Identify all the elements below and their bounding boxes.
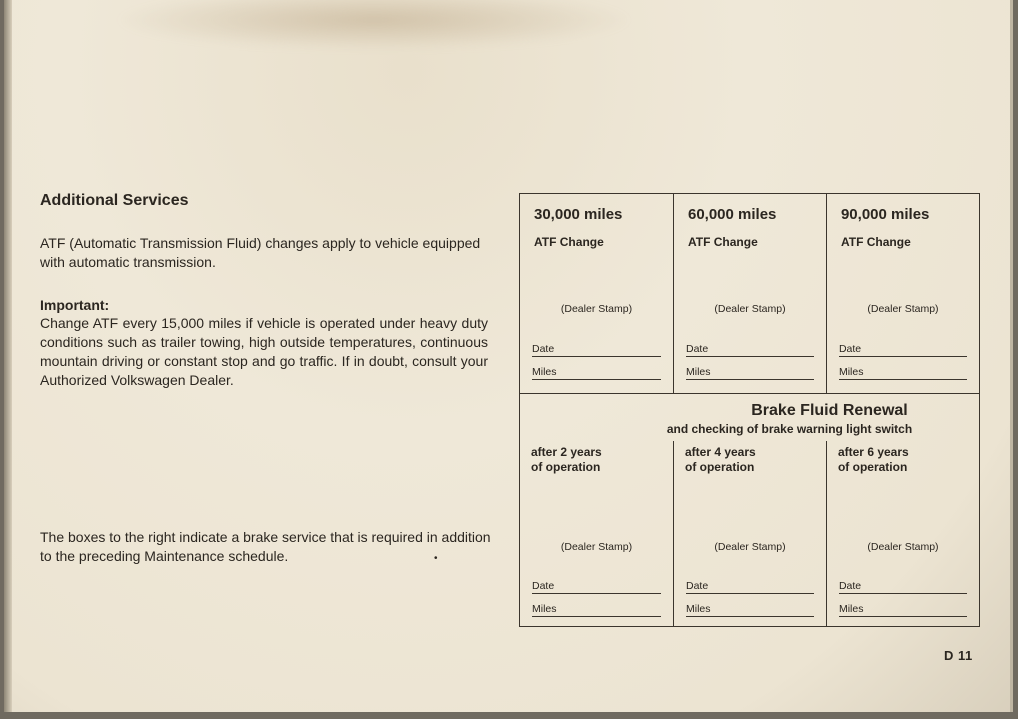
date-field[interactable]: Date — [532, 580, 661, 594]
miles-field[interactable]: Miles — [686, 603, 814, 617]
miles-field[interactable]: Miles — [839, 366, 967, 380]
brake-fluid-title: Brake Fluid Renewal — [751, 402, 908, 419]
atf-box-60000[interactable] — [673, 194, 826, 393]
miles-field[interactable]: Miles — [532, 366, 661, 380]
mileage-heading: 30,000 miles — [534, 206, 623, 223]
date-field[interactable]: Date — [532, 343, 661, 357]
brake-box-4-years[interactable] — [673, 441, 826, 626]
print-speck: • — [434, 553, 438, 564]
dealer-stamp-area: (Dealer Stamp) — [714, 541, 786, 553]
brake-fluid-row — [520, 441, 979, 626]
brake-box-2-years[interactable] — [520, 441, 673, 626]
brake-box-6-years[interactable] — [826, 441, 979, 626]
miles-field[interactable]: Miles — [532, 603, 661, 617]
service-label: ATF Change — [840, 235, 911, 249]
period-label: after 6 years of operation — [837, 445, 909, 474]
period-label: after 4 years of operation — [684, 445, 756, 474]
manual-page — [4, 0, 1013, 712]
mileage-heading: 60,000 miles — [687, 206, 777, 223]
miles-field[interactable]: Miles — [839, 603, 967, 617]
date-field[interactable]: Date — [839, 343, 967, 357]
dealer-stamp-area: (Dealer Stamp) — [560, 303, 633, 315]
dealer-stamp-area: (Dealer Stamp) — [560, 541, 633, 553]
service-label: ATF Change — [534, 235, 604, 249]
paper-stain — [114, 0, 634, 50]
mileage-heading: 90,000 miles — [840, 206, 930, 223]
dealer-stamp-area: (Dealer Stamp) — [867, 541, 939, 553]
brake-fluid-subtitle: and checking of brake warning light switch — [666, 422, 913, 436]
period-label: after 2 years of operation — [531, 445, 602, 474]
dealer-stamp-area: (Dealer Stamp) — [867, 303, 939, 315]
atf-box-90000[interactable] — [826, 194, 979, 393]
page-number: D 11 — [944, 648, 973, 663]
dealer-stamp-area: (Dealer Stamp) — [714, 303, 786, 315]
section-heading: Additional Services — [40, 192, 189, 209]
intro-paragraph: ATF (Automatic Transmission Fluid) changes apply to vehicle equipped with automatic transmission. — [40, 235, 481, 270]
date-field[interactable]: Date — [686, 343, 814, 357]
important-paragraph: Change ATF every 15,000 miles if vehicle is operated under heavy duty conditions such as trailer towing, high outside temperatures, continuous mountain driving or constant stop and go traffic. If in doubt, consult your Authorized Volkswagen Dealer. — [40, 315, 488, 388]
date-field[interactable]: Date — [686, 580, 814, 594]
atf-box-30000[interactable] — [520, 194, 673, 393]
service-record-grid — [519, 193, 980, 627]
miles-field[interactable]: Miles — [686, 366, 814, 380]
boxes-note-paragraph: The boxes to the right indicate a brake service that is required in addition to the preceding Maintenance schedule. — [40, 529, 491, 564]
important-label: Important: — [40, 297, 110, 313]
page-binding-edge — [4, 0, 12, 712]
brake-fluid-section — [520, 394, 979, 626]
service-label: ATF Change — [687, 235, 758, 249]
date-field[interactable]: Date — [839, 580, 967, 594]
atf-change-row — [520, 194, 979, 394]
